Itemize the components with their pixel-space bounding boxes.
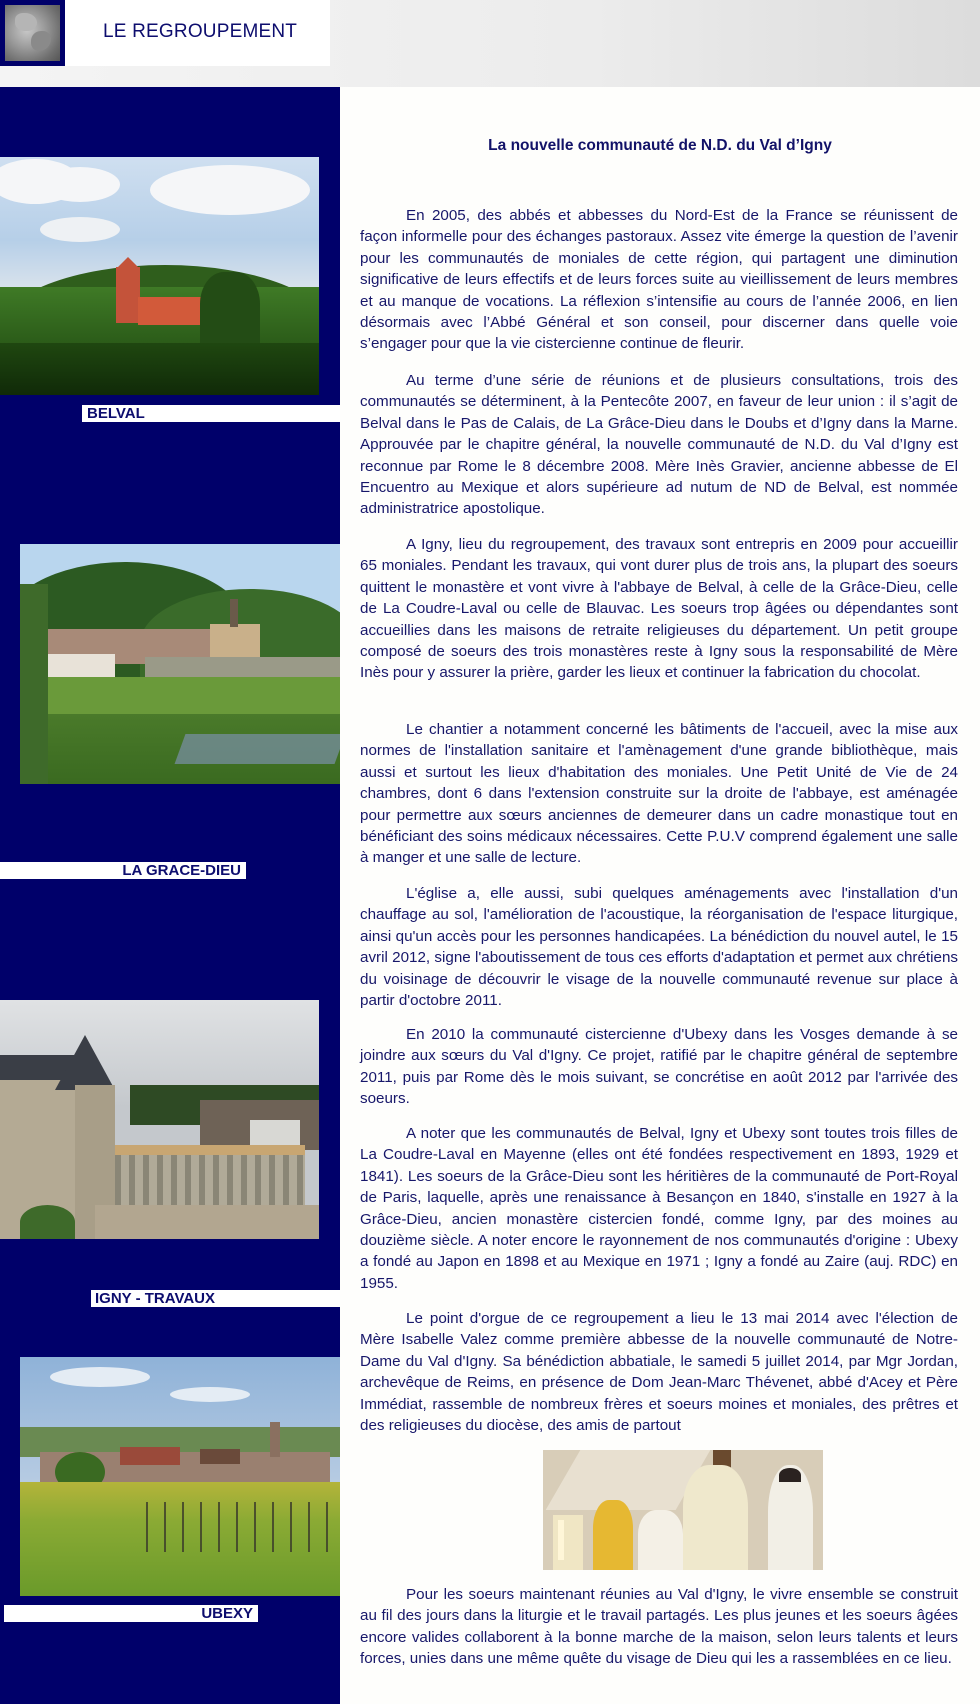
photo-igny-travaux — [0, 1000, 319, 1239]
photo-abbatial-blessing — [543, 1450, 823, 1570]
caption-belval: BELVAL — [87, 405, 145, 422]
caption-bar-la-grace-dieu — [0, 862, 246, 879]
caption-bar-igny-travaux — [91, 1290, 340, 1307]
caption-bar-belval — [82, 405, 340, 422]
photo-ubexy — [20, 1357, 340, 1596]
caption-bar-ubexy — [4, 1605, 258, 1622]
paragraph-9: Pour les soeurs maintenant réunies au Val d'Igny, le vivre ensemble se construit au fil des jours dans la liturgie et le travail partagés. Les plus jeunes et les soeurs âgées encore valides collaborent à la bonne marche de la maison, selon leurs talents et leurs forces, unies dans une même quête du visage de Dieu qui les a rassemblées en ce lieu. — [360, 1586, 958, 1668]
header-banner — [0, 0, 330, 66]
photo-sidebar — [0, 87, 340, 1704]
page-title: LE REGROUPEMENT — [103, 21, 298, 42]
paragraph-6: En 2010 la communauté cistercienne d'Ubexy dans les Vosges demande à se joindre aux sœurs du Val d'Igny. Ce projet, ratifié par le chapitre général de septembre 2011, puis par Rome dès le mois suivant, se concrétise en août 2012 par l'arrivée des soeurs. — [360, 1026, 958, 1108]
caption-igny-travaux: IGNY - TRAVAUX — [95, 1290, 216, 1307]
paragraph-8: Le point d'orgue de ce regroupement a lieu le 13 mai 2014 avec l'élection de Mère Isabelle Valez comme première abbesse de la nouvelle communauté de Notre-Dame du Val d'Igny. Sa bénédiction abbatiale, le samedi 5 juillet 2014, par Mgr Jordan, archevêque de Reims, en présence de Dom Jean-Marc Thévenet, abbé d'Acey et Père Immédiat, rassemble de nombreux frères et soeurs moines et moniales, des prêtres et des religieuses du diocèse, des amis de partout — [360, 1310, 958, 1435]
caption-ubexy: UBEXY — [201, 1605, 253, 1622]
article-title: La nouvelle communauté de N.D. du Val d’Igny — [488, 137, 832, 154]
paragraph-1: En 2005, des abbés et abbesses du Nord-Est de la France se réunissent de façon informelle pour des échanges pastoraux. Assez vite émerge la question de l’avenir pour les communautés de moniales de cette région, qui partagent une diminution significative de leurs effectifs et de leurs forces suite au vieillissement de leurs membres et au manque de vocations. La réflexion s’intensifie au cours de l’année 2006, en lien désormais avec l’Abbé Général et son conseil, pour discerner dans quelle voie s’engager pour que la vie cistercienne continue de fleurir. — [360, 207, 958, 353]
paragraph-3: A Igny, lieu du regroupement, des travaux sont entrepris en 2009 pour accueillir 65 moniales. Pendant les travaux, qui vont durer plus de trois ans, la plupart des soeurs quittent le monastère et vont vivre à l'abbaye de Belval, à celle de la Grâce-Dieu, celle de La Coudre-Laval ou celle de Blauvac. Les soeurs trop âgées ou dépendantes sont accueillies dans les maisons de retraite religieuses du département. Un petit groupe composé de soeurs des trois monastères reste à Igny sous la responsabilité de Mère Inès pour y assurer la prière, garder les lieux et continuer la fabrication du chocolat. — [360, 536, 958, 682]
carved-stone-logo-icon — [0, 0, 65, 66]
paragraph-5: L'église a, elle aussi, subi quelques aménagements avec l'installation d'un chauffage au sol, l'amélioration de l'acoustique, la réorganisation de l'espace liturgique, ainsi qu'un accès pour les personnes handicapées. La bénédiction du nouvel autel, le 15 avril 2012, signe l'aboutissement de tous ces efforts d'adaptation et permet aux chrétiens du voisinage de découvrir le visage de la nouvelle communauté revenue sur place à partir d'octobre 2011. — [360, 885, 958, 1010]
article-content — [340, 87, 980, 1704]
paragraph-2: Au terme d’une série de réunions et de plusieurs consultations, trois des communautés se déterminent, à la Pentecôte 2007, en faveur de leur union : il s’agit de Belval dans le Pas de Calais, de La Grâce-Dieu dans le Doubs et d’Igny dans la Marne. Approuvée par le chapitre général, la nouvelle communauté de N.D. du Val d’Igny est reconnue par Rome le 8 décembre 2008. Mère Inès Gravier, ancienne abbesse de El Encuentro au Mexique et alors supérieure ad nutum de ND de Belval, est nommée administratrice apostolique. — [360, 372, 958, 518]
photo-belval — [0, 157, 319, 395]
photo-la-grace-dieu — [20, 544, 340, 784]
caption-la-grace-dieu: LA GRACE-DIEU — [122, 862, 241, 879]
paragraph-4: Le chantier a notamment concerné les bâtiments de l'accueil, avec la mise aux normes de l'installation sanitaire et l'amènagement d'une grande bibliothèque, mais aussi et surtout les lieux d'habitation des moniales. Une Petit Unité de Vie de 24 chambres, dont 6 dans l'extension construite sur la droite de l'abbaye, est aménagée pour permettre aux sœurs anciennes de demeurer dans un cadre monastique tout en bénéficiant des soins médicaux nécessaires. Cette P.U.V comprend également une salle à manger et une salle de lecture. — [360, 721, 958, 867]
paragraph-7: A noter que les communautés de Belval, Igny et Ubexy sont toutes trois filles de La Coudre-Laval en Mayenne (elles ont été fondées respectivement en 1893, 1929 et 1841). Les soeurs de la Grâce-Dieu sont les héritières de la communauté de Port-Royal de Paris, laquelle, après une renaissance à Besançon en 1840, s'installe en 1927 à la Grâce-Dieu, ancien monastère cistercien fondé, comme Igny, par des moines au douzième siècle. A noter encore le rayonnement de nos communautés d'origine : Ubexy a fondé au Japon en 1898 et au Mexique en 1971 ; Igny a fondé au Zaire (auj. RDC) en 1955. — [360, 1125, 958, 1292]
